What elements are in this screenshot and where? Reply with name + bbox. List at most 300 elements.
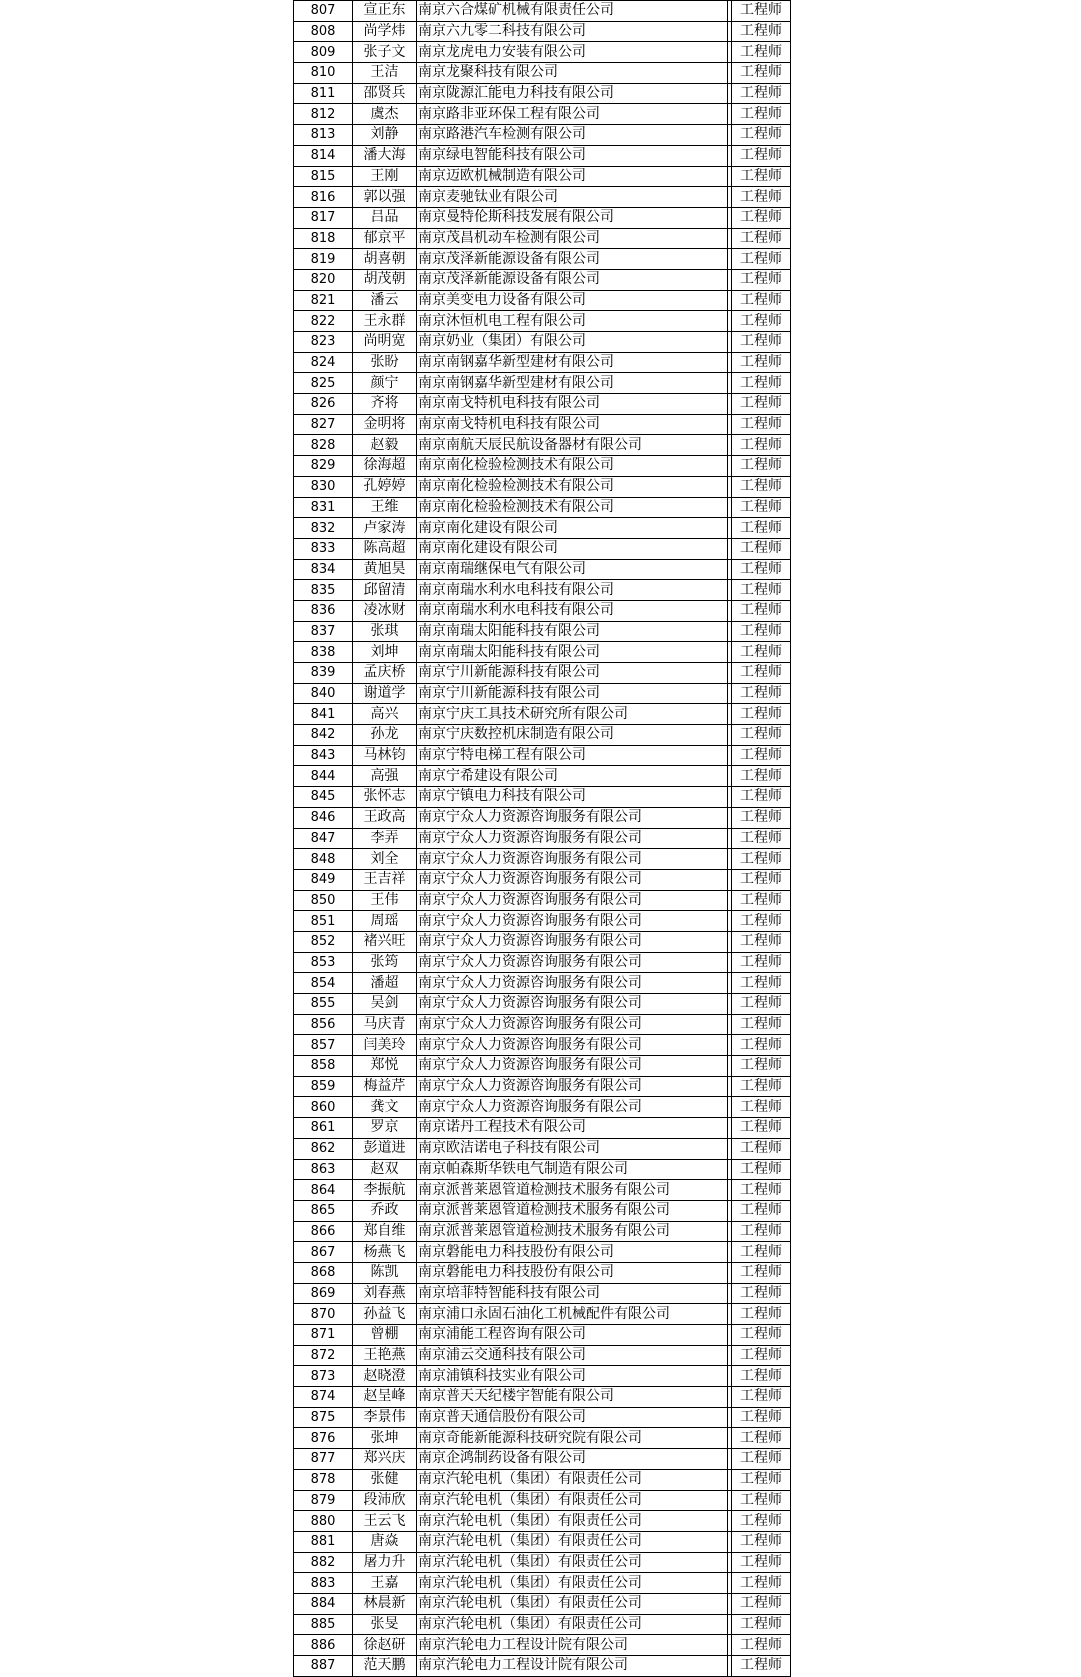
job-title: 工程师 (732, 414, 791, 435)
table-row (294, 745, 791, 766)
company-name: 南京浦云交通科技有限公司 (417, 1345, 728, 1366)
table-row (294, 1531, 791, 1552)
person-name: 李弄 (353, 828, 417, 849)
person-name: 刘坤 (353, 642, 417, 663)
row-number: 847 (294, 828, 353, 849)
row-number: 878 (294, 1469, 353, 1490)
table-row (294, 849, 791, 870)
person-name: 王伟 (353, 890, 417, 911)
job-title: 工程师 (732, 352, 791, 373)
row-number: 816 (294, 187, 353, 208)
person-name: 潘云 (353, 290, 417, 311)
company-name: 南京浦口永固石油化工机械配件有限公司 (417, 1304, 728, 1325)
person-name: 赵毅 (353, 435, 417, 456)
person-name: 王政高 (353, 807, 417, 828)
company-name: 南京曼特伦斯科技发展有限公司 (417, 207, 728, 228)
company-name: 南京南化建设有限公司 (417, 518, 728, 539)
company-name: 南京宁特电梯工程有限公司 (417, 745, 728, 766)
company-name: 南京普天天纪楼宇智能有限公司 (417, 1387, 728, 1408)
job-title: 工程师 (732, 1511, 791, 1532)
job-title: 工程师 (732, 290, 791, 311)
table-row (294, 414, 791, 435)
table-row (294, 1366, 791, 1387)
table-row (294, 249, 791, 270)
job-title: 工程师 (732, 1573, 791, 1594)
table-row (294, 456, 791, 477)
table-row (294, 63, 791, 84)
table-row (294, 332, 791, 353)
person-name: 张盼 (353, 352, 417, 373)
job-title: 工程师 (732, 1014, 791, 1035)
row-number: 813 (294, 125, 353, 146)
personnel-table-body (294, 1, 791, 1677)
table-row (294, 83, 791, 104)
row-number: 858 (294, 1056, 353, 1077)
row-number: 853 (294, 952, 353, 973)
job-title: 工程师 (732, 683, 791, 704)
job-title: 工程师 (732, 476, 791, 497)
person-name: 谢道学 (353, 683, 417, 704)
person-name: 王维 (353, 497, 417, 518)
person-name: 郑悦 (353, 1056, 417, 1077)
table-row (294, 145, 791, 166)
person-name: 张子文 (353, 42, 417, 63)
table-row (294, 187, 791, 208)
table-row (294, 766, 791, 787)
table-row (294, 994, 791, 1015)
table-row (294, 1656, 791, 1677)
person-name: 乔政 (353, 1200, 417, 1221)
table-row (294, 683, 791, 704)
table-row (294, 290, 791, 311)
job-title: 工程师 (732, 1180, 791, 1201)
job-title: 工程师 (732, 104, 791, 125)
person-name: 虞杰 (353, 104, 417, 125)
person-name: 孟庆桥 (353, 663, 417, 684)
company-name: 南京路非亚环保工程有限公司 (417, 104, 728, 125)
company-name: 南京南钢嘉华新型建材有限公司 (417, 373, 728, 394)
row-number: 821 (294, 290, 353, 311)
job-title: 工程师 (732, 1449, 791, 1470)
person-name: 郭以强 (353, 187, 417, 208)
row-number: 826 (294, 394, 353, 415)
job-title: 工程师 (732, 952, 791, 973)
table-row (294, 559, 791, 580)
company-name: 南京陇源汇能电力科技有限公司 (417, 83, 728, 104)
person-name: 陈高超 (353, 538, 417, 559)
company-name: 南京普天通信股份有限公司 (417, 1407, 728, 1428)
company-name: 南京汽轮电机（集团）有限责任公司 (417, 1469, 728, 1490)
company-name: 南京宁众人力资源咨询服务有限公司 (417, 849, 728, 870)
row-number: 829 (294, 456, 353, 477)
row-number: 838 (294, 642, 353, 663)
person-name: 唐焱 (353, 1531, 417, 1552)
company-name: 南京南戈特机电科技有限公司 (417, 394, 728, 415)
row-number: 869 (294, 1283, 353, 1304)
job-title: 工程师 (732, 166, 791, 187)
company-name: 南京浦能工程咨询有限公司 (417, 1325, 728, 1346)
company-name: 南京南瑞水利水电科技有限公司 (417, 600, 728, 621)
person-name: 周瑶 (353, 911, 417, 932)
job-title: 工程师 (732, 21, 791, 42)
table-row (294, 1014, 791, 1035)
company-name: 南京欧洁诺电子科技有限公司 (417, 1138, 728, 1159)
person-name: 褚兴旺 (353, 931, 417, 952)
job-title: 工程师 (732, 125, 791, 146)
job-title: 工程师 (732, 931, 791, 952)
row-number: 809 (294, 42, 353, 63)
job-title: 工程师 (732, 1635, 791, 1656)
table-row (294, 269, 791, 290)
person-name: 高强 (353, 766, 417, 787)
job-title: 工程师 (732, 42, 791, 63)
person-name: 吕品 (353, 207, 417, 228)
row-number: 848 (294, 849, 353, 870)
job-title: 工程师 (732, 807, 791, 828)
person-name: 卢家涛 (353, 518, 417, 539)
person-name: 徐赵研 (353, 1635, 417, 1656)
company-name: 南京宁众人力资源咨询服务有限公司 (417, 1035, 728, 1056)
table-row (294, 311, 791, 332)
row-number: 874 (294, 1387, 353, 1408)
company-name: 南京迈欧机械制造有限公司 (417, 166, 728, 187)
person-name: 杨燕飞 (353, 1242, 417, 1263)
job-title: 工程师 (732, 1490, 791, 1511)
table-row (294, 704, 791, 725)
row-number: 871 (294, 1325, 353, 1346)
table-row (294, 125, 791, 146)
job-title: 工程师 (732, 394, 791, 415)
table-row (294, 1, 791, 22)
personnel-table (293, 0, 791, 1677)
job-title: 工程师 (732, 456, 791, 477)
table-row (294, 1035, 791, 1056)
row-number: 828 (294, 435, 353, 456)
table-row (294, 807, 791, 828)
person-name: 吴剑 (353, 994, 417, 1015)
row-number: 845 (294, 787, 353, 808)
person-name: 梅益芹 (353, 1076, 417, 1097)
row-number: 835 (294, 580, 353, 601)
company-name: 南京南瑞水利水电科技有限公司 (417, 580, 728, 601)
table-row (294, 1407, 791, 1428)
job-title: 工程师 (732, 518, 791, 539)
row-number: 855 (294, 994, 353, 1015)
table-row (294, 1138, 791, 1159)
table-row (294, 497, 791, 518)
company-name: 南京美变电力设备有限公司 (417, 290, 728, 311)
person-name: 郑兴庆 (353, 1449, 417, 1470)
table-row (294, 1635, 791, 1656)
company-name: 南京汽轮电力工程设计院有限公司 (417, 1635, 728, 1656)
row-number: 881 (294, 1531, 353, 1552)
company-name: 南京宁众人力资源咨询服务有限公司 (417, 890, 728, 911)
row-number: 873 (294, 1366, 353, 1387)
table-row (294, 580, 791, 601)
table-row (294, 1262, 791, 1283)
table-row (294, 1345, 791, 1366)
row-number: 862 (294, 1138, 353, 1159)
table-row (294, 1387, 791, 1408)
row-number: 818 (294, 228, 353, 249)
row-number: 887 (294, 1656, 353, 1677)
company-name: 南京茂泽新能源设备有限公司 (417, 249, 728, 270)
job-title: 工程师 (732, 497, 791, 518)
job-title: 工程师 (732, 1221, 791, 1242)
person-name: 赵呈峰 (353, 1387, 417, 1408)
person-name: 孙益飞 (353, 1304, 417, 1325)
job-title: 工程师 (732, 269, 791, 290)
person-name: 刘全 (353, 849, 417, 870)
person-name: 范天鹏 (353, 1656, 417, 1677)
person-name: 龚文 (353, 1097, 417, 1118)
table-row (294, 1200, 791, 1221)
job-title: 工程师 (732, 63, 791, 84)
company-name: 南京宁众人力资源咨询服务有限公司 (417, 911, 728, 932)
person-name: 张健 (353, 1469, 417, 1490)
job-title: 工程师 (732, 725, 791, 746)
person-name: 孙龙 (353, 725, 417, 746)
row-number: 823 (294, 332, 353, 353)
row-number: 864 (294, 1180, 353, 1201)
person-name: 潘大海 (353, 145, 417, 166)
company-name: 南京宁众人力资源咨询服务有限公司 (417, 931, 728, 952)
row-number: 834 (294, 559, 353, 580)
company-name: 南京宁众人力资源咨询服务有限公司 (417, 869, 728, 890)
company-name: 南京茂昌机动车检测有限公司 (417, 228, 728, 249)
row-number: 854 (294, 973, 353, 994)
row-number: 868 (294, 1262, 353, 1283)
row-number: 830 (294, 476, 353, 497)
row-number: 860 (294, 1097, 353, 1118)
job-title: 工程师 (732, 663, 791, 684)
table-row (294, 1325, 791, 1346)
company-name: 南京宁众人力资源咨询服务有限公司 (417, 994, 728, 1015)
person-name: 尚学炜 (353, 21, 417, 42)
person-name: 刘春燕 (353, 1283, 417, 1304)
person-name: 刘静 (353, 125, 417, 146)
job-title: 工程师 (732, 1304, 791, 1325)
job-title: 工程师 (732, 1262, 791, 1283)
person-name: 李振航 (353, 1180, 417, 1201)
job-title: 工程师 (732, 580, 791, 601)
table-row (294, 228, 791, 249)
job-title: 工程师 (732, 1159, 791, 1180)
job-title: 工程师 (732, 745, 791, 766)
job-title: 工程师 (732, 890, 791, 911)
table-row (294, 373, 791, 394)
job-title: 工程师 (732, 642, 791, 663)
company-name: 南京汽轮电机（集团）有限责任公司 (417, 1573, 728, 1594)
row-number: 811 (294, 83, 353, 104)
company-name: 南京宁庆数控机床制造有限公司 (417, 725, 728, 746)
table-row (294, 21, 791, 42)
company-name: 南京路港汽车检测有限公司 (417, 125, 728, 146)
table-row (294, 911, 791, 932)
company-name: 南京宁镇电力科技有限公司 (417, 787, 728, 808)
job-title: 工程师 (732, 1138, 791, 1159)
job-title: 工程师 (732, 1552, 791, 1573)
table-row (294, 621, 791, 642)
company-name: 南京宁希建设有限公司 (417, 766, 728, 787)
table-row (294, 104, 791, 125)
company-name: 南京汽轮电机（集团）有限责任公司 (417, 1614, 728, 1635)
table-row (294, 1283, 791, 1304)
company-name: 南京宁众人力资源咨询服务有限公司 (417, 828, 728, 849)
row-number: 846 (294, 807, 353, 828)
table-row (294, 663, 791, 684)
company-name: 南京宁众人力资源咨询服务有限公司 (417, 952, 728, 973)
row-number: 825 (294, 373, 353, 394)
row-number: 875 (294, 1407, 353, 1428)
table-row (294, 890, 791, 911)
job-title: 工程师 (732, 787, 791, 808)
table-row (294, 1469, 791, 1490)
company-name: 南京麦驰钛业有限公司 (417, 187, 728, 208)
row-number: 857 (294, 1035, 353, 1056)
table-row (294, 600, 791, 621)
job-title: 工程师 (732, 559, 791, 580)
job-title: 工程师 (732, 1387, 791, 1408)
company-name: 南京茂泽新能源设备有限公司 (417, 269, 728, 290)
table-row (294, 1573, 791, 1594)
table-row (294, 642, 791, 663)
person-name: 彭道进 (353, 1138, 417, 1159)
company-name: 南京派普莱恩管道检测技术服务有限公司 (417, 1200, 728, 1221)
row-number: 879 (294, 1490, 353, 1511)
job-title: 工程师 (732, 621, 791, 642)
company-name: 南京宁庆工具技术研究所有限公司 (417, 704, 728, 725)
table-row (294, 166, 791, 187)
person-name: 郁京平 (353, 228, 417, 249)
row-number: 885 (294, 1614, 353, 1635)
job-title: 工程师 (732, 1407, 791, 1428)
table-row (294, 352, 791, 373)
table-row (294, 1242, 791, 1263)
row-number: 884 (294, 1593, 353, 1614)
job-title: 工程师 (732, 145, 791, 166)
row-number: 856 (294, 1014, 353, 1035)
person-name: 张旻 (353, 1614, 417, 1635)
job-title: 工程师 (732, 332, 791, 353)
job-title: 工程师 (732, 1283, 791, 1304)
person-name: 段沛欣 (353, 1490, 417, 1511)
person-name: 赵双 (353, 1159, 417, 1180)
person-name: 赵晓澄 (353, 1366, 417, 1387)
row-number: 865 (294, 1200, 353, 1221)
row-number: 880 (294, 1511, 353, 1532)
row-number: 836 (294, 600, 353, 621)
job-title: 工程师 (732, 228, 791, 249)
company-name: 南京南航天辰民航设备器材有限公司 (417, 435, 728, 456)
table-row (294, 1552, 791, 1573)
table-row (294, 1159, 791, 1180)
row-number: 882 (294, 1552, 353, 1573)
person-name: 罗京 (353, 1118, 417, 1139)
company-name: 南京南钢嘉华新型建材有限公司 (417, 352, 728, 373)
person-name: 邵贤兵 (353, 83, 417, 104)
company-name: 南京宁川新能源科技有限公司 (417, 683, 728, 704)
person-name: 马林钧 (353, 745, 417, 766)
company-name: 南京汽轮电机（集团）有限责任公司 (417, 1531, 728, 1552)
job-title: 工程师 (732, 1097, 791, 1118)
company-name: 南京南瑞太阳能科技有限公司 (417, 621, 728, 642)
table-row (294, 828, 791, 849)
job-title: 工程师 (732, 1531, 791, 1552)
company-name: 南京奶业（集团）有限公司 (417, 332, 728, 353)
job-title: 工程师 (732, 1593, 791, 1614)
company-name: 南京宁众人力资源咨询服务有限公司 (417, 973, 728, 994)
person-name: 潘超 (353, 973, 417, 994)
row-number: 812 (294, 104, 353, 125)
row-number: 844 (294, 766, 353, 787)
person-name: 曾棚 (353, 1325, 417, 1346)
company-name: 南京龙聚科技有限公司 (417, 63, 728, 84)
table-row (294, 538, 791, 559)
row-number: 837 (294, 621, 353, 642)
row-number: 876 (294, 1428, 353, 1449)
company-name: 南京宁众人力资源咨询服务有限公司 (417, 1014, 728, 1035)
company-name: 南京派普莱恩管道检测技术服务有限公司 (417, 1180, 728, 1201)
company-name: 南京浦镇科技实业有限公司 (417, 1366, 728, 1387)
row-number: 815 (294, 166, 353, 187)
company-name: 南京龙虎电力安装有限公司 (417, 42, 728, 63)
table-row (294, 1180, 791, 1201)
person-name: 张琪 (353, 621, 417, 642)
company-name: 南京宁川新能源科技有限公司 (417, 663, 728, 684)
job-title: 工程师 (732, 1325, 791, 1346)
row-number: 867 (294, 1242, 353, 1263)
table-row (294, 1428, 791, 1449)
company-name: 南京南化检验检测技术有限公司 (417, 476, 728, 497)
table-row (294, 1304, 791, 1325)
company-name: 南京宁众人力资源咨询服务有限公司 (417, 1097, 728, 1118)
person-name: 齐将 (353, 394, 417, 415)
row-number: 832 (294, 518, 353, 539)
table-row (294, 394, 791, 415)
table-row (294, 931, 791, 952)
person-name: 宣正东 (353, 1, 417, 22)
job-title: 工程师 (732, 1, 791, 22)
person-name: 林晨新 (353, 1593, 417, 1614)
company-name: 南京奇能新能源科技研究院有限公司 (417, 1428, 728, 1449)
table-row (294, 1449, 791, 1470)
table-row (294, 1511, 791, 1532)
row-number: 861 (294, 1118, 353, 1139)
person-name: 郑自维 (353, 1221, 417, 1242)
table-row (294, 207, 791, 228)
row-number: 841 (294, 704, 353, 725)
person-name: 孔婷婷 (353, 476, 417, 497)
job-title: 工程师 (732, 1056, 791, 1077)
table-row (294, 787, 791, 808)
row-number: 839 (294, 663, 353, 684)
company-name: 南京南化建设有限公司 (417, 538, 728, 559)
row-number: 833 (294, 538, 353, 559)
job-title: 工程师 (732, 1656, 791, 1677)
person-name: 王吉祥 (353, 869, 417, 890)
person-name: 胡喜朝 (353, 249, 417, 270)
company-name: 南京汽轮电机（集团）有限责任公司 (417, 1593, 728, 1614)
row-number: 852 (294, 931, 353, 952)
job-title: 工程师 (732, 1366, 791, 1387)
job-title: 工程师 (732, 373, 791, 394)
table-row (294, 1593, 791, 1614)
row-number: 817 (294, 207, 353, 228)
company-name: 南京汽轮电机（集团）有限责任公司 (417, 1490, 728, 1511)
company-name: 南京磐能电力科技股份有限公司 (417, 1262, 728, 1283)
job-title: 工程师 (732, 1035, 791, 1056)
